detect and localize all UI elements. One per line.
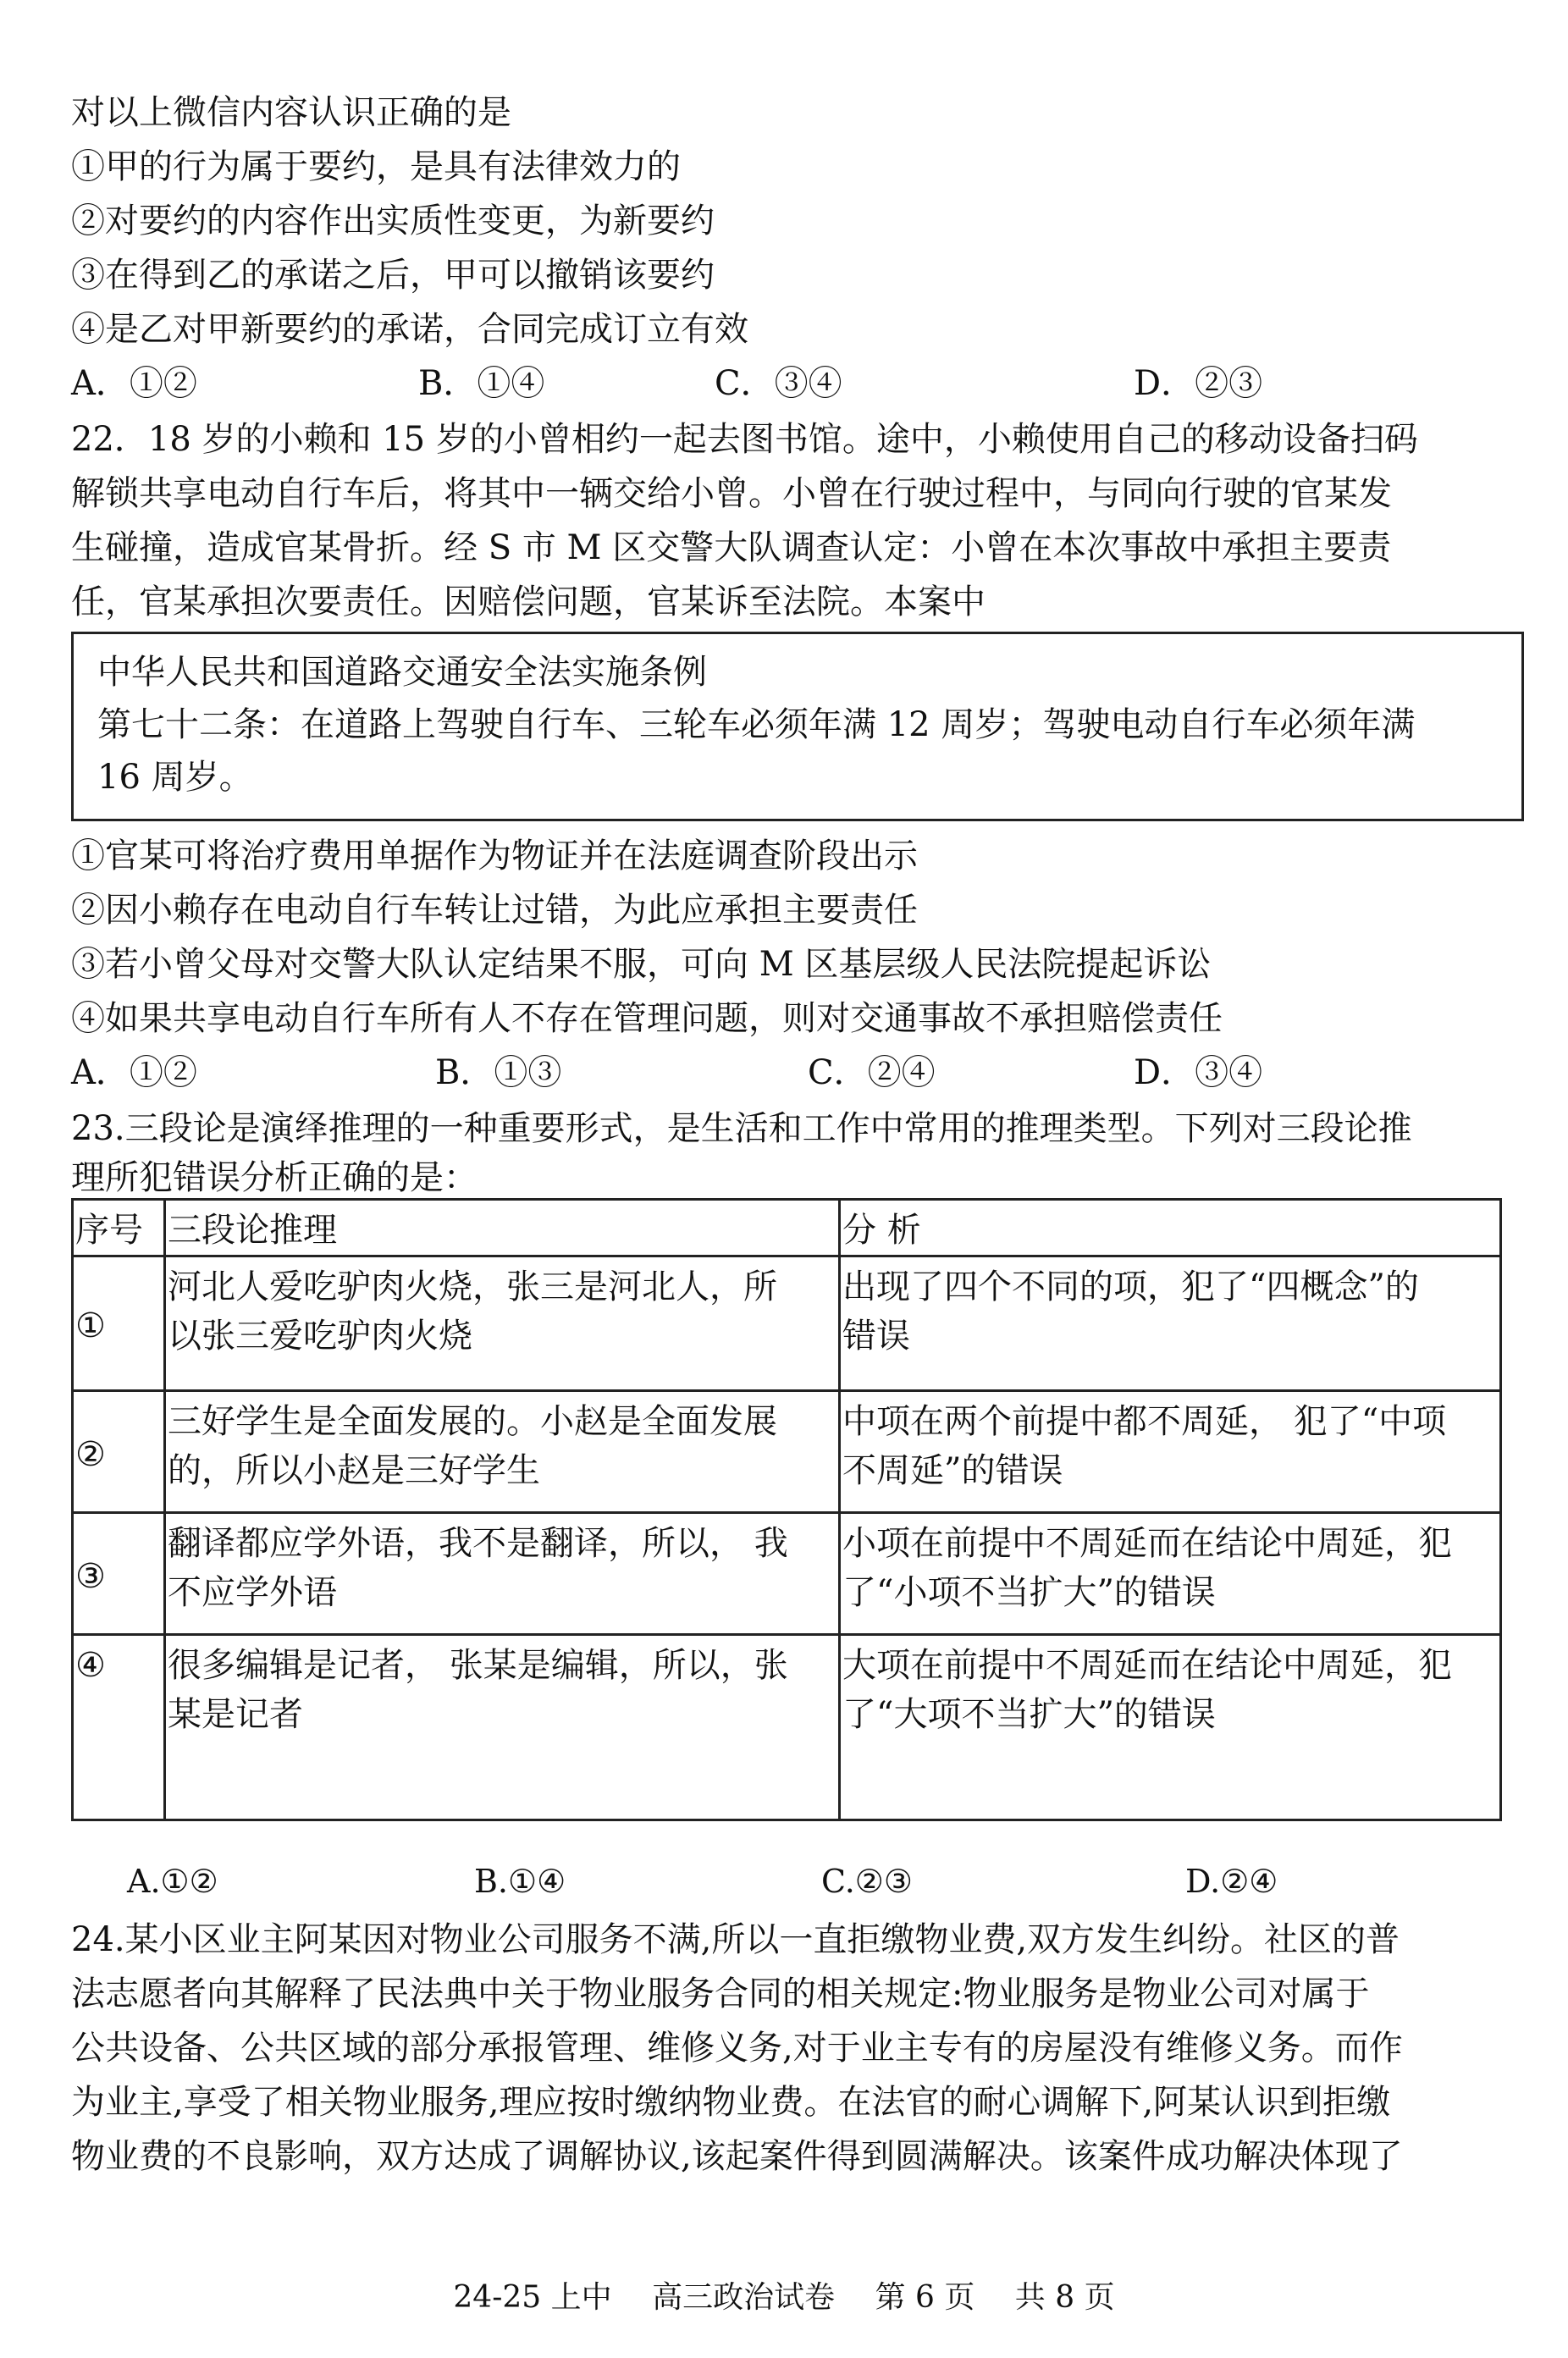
q24-stem-line: 公共设备、公共区域的部分承报管理、维修义务,对于业主专有的房屋没有维修义务。而作 (71, 2029, 1403, 2068)
reasoning-line: 某是记者 (168, 1695, 303, 1734)
reasoning-line: 翻译都应学外语，我不是翻译，所以， 我 (168, 1524, 788, 1563)
q21-option-d: D．②③ (1134, 364, 1263, 403)
analysis-line: 小项在前提中不周延而在结论中周延，犯 (842, 1524, 1452, 1563)
analysis-line: 大项在前提中不周延而在结论中周延，犯 (842, 1646, 1452, 1685)
q21-item: ②对要约的内容作出实质性变更，为新要约 (71, 202, 715, 240)
syllogism-table (71, 1198, 1502, 1821)
q22-stem-line: 生碰撞，造成官某骨折。经 S 市 M 区交警大队调查认定：小曾在本次事故中承担主要责 (71, 528, 1392, 567)
header-reasoning: 三段论推理 (165, 1200, 840, 1256)
q22-item: ③若小曾父母对交警大队认定结果不服，可向 M 区基层级人民法院提起诉讼 (71, 945, 1212, 984)
q23-stem-line: 23.三段论是演绎推理的一种重要形式，是生活和工作中常用的推理类型。下列对三段论推 (71, 1109, 1412, 1148)
q21-option-a: A．①② (71, 364, 197, 403)
row-reasoning (165, 1635, 840, 1820)
table-row (73, 1635, 1501, 1820)
footer-exam: 24-25 上中 (453, 2280, 612, 2315)
q22-stem-line: 任，官某承担次要责任。因赔偿问题，官某诉至法院。本案中 (71, 583, 986, 621)
reasoning-line: 以张三爱吃驴肉火烧 (168, 1317, 472, 1356)
row-analysis (840, 1391, 1501, 1513)
analysis-line: 了“大项不当扩大”的错误 (842, 1695, 1216, 1734)
q22-option-d: D．③④ (1134, 1053, 1263, 1092)
analysis-line: 出现了四个不同的项，犯了“四概念”的 (842, 1267, 1419, 1306)
q21-item: ④是乙对甲新要约的承诺，合同完成订立有效 (71, 310, 748, 349)
analysis-line: 错误 (842, 1317, 910, 1356)
q23-option-a: A.①② (127, 1863, 218, 1900)
q22-option-c: C．②④ (808, 1053, 936, 1092)
row-reasoning (165, 1391, 840, 1513)
footer-subject: 高三政治试卷 (652, 2280, 836, 2315)
q23-option-d: D.②④ (1185, 1863, 1278, 1900)
q22-option-a: A．①② (71, 1053, 197, 1092)
q21-stem: 对以上微信内容认识正确的是 (71, 93, 511, 132)
q21-item: ①甲的行为属于要约，是具有法律效力的 (71, 147, 681, 186)
q21-option-c: C．③④ (715, 364, 842, 403)
reasoning-line: 的，所以小赵是三好学生 (168, 1451, 540, 1490)
q21-item: ③在得到乙的承诺之后，甲可以撤销该要约 (71, 256, 715, 295)
q22-option-b: B．①③ (435, 1053, 562, 1092)
page-footer (0, 2278, 1568, 2318)
table-row (73, 1391, 1501, 1513)
header-analysis: 分 析 (840, 1200, 1501, 1256)
q24-stem-line: 法志愿者向其解释了民法典中关于物业服务合同的相关规定:物业服务是物业公司对属于 (71, 1974, 1370, 2013)
reasoning-line: 三好学生是全面发展的。小赵是全面发展 (168, 1402, 777, 1441)
analysis-line: 了“小项不当扩大”的错误 (842, 1573, 1216, 1612)
row-no: ④ (73, 1635, 165, 1820)
table-row (73, 1513, 1501, 1635)
row-no: ② (73, 1391, 165, 1513)
row-analysis (840, 1256, 1501, 1391)
q21-option-b: B．①④ (418, 364, 545, 403)
reasoning-line: 很多编辑是记者， 张某是编辑，所以，张 (168, 1646, 788, 1685)
row-reasoning (165, 1256, 840, 1391)
footer-total: 共 8 页 (1014, 2280, 1115, 2315)
row-no: ③ (73, 1513, 165, 1635)
q23-stem-line: 理所犯错误分析正确的是： (71, 1158, 478, 1197)
q23-option-b: B.①④ (474, 1863, 566, 1900)
q22-item: ①官某可将治疗费用单据作为物证并在法庭调查阶段出示 (71, 837, 918, 875)
analysis-line: 中项在两个前提中都不周延， 犯了“中项 (842, 1402, 1447, 1441)
reasoning-line: 河北人爱吃驴肉火烧，张三是河北人，所 (168, 1267, 777, 1306)
q22-stem-line: 解锁共享电动自行车后，将其中一辆交给小曾。小曾在行驶过程中，与同向行驶的官某发 (71, 474, 1392, 513)
law-article-cont: 16 周岁。 (97, 758, 253, 797)
row-reasoning (165, 1513, 840, 1635)
header-no: 序号 (73, 1200, 165, 1256)
row-analysis (840, 1513, 1501, 1635)
q24-stem-line: 为业主,享受了相关物业服务,理应按时缴纳物业费。在法官的耐心调解下,阿某认识到拒缴 (71, 2083, 1391, 2122)
q22-stem-line: 22．18 岁的小赖和 15 岁的小曾相约一起去图书馆。途中，小赖使用自己的移动设备扫码 (71, 420, 1418, 459)
row-no: ① (73, 1256, 165, 1391)
q24-stem-line: 24.某小区业主阿某因对物业公司服务不满,所以一直拒缴物业费,双方发生纠纷。社区的普 (71, 1920, 1400, 1959)
law-excerpt-box (71, 632, 1524, 821)
q24-stem-line: 物业费的不良影响，双方达成了调解协议,该起案件得到圆满解决。该案件成功解决体现了 (71, 2137, 1403, 2176)
law-title: 中华人民共和国道路交通安全法实施条例 (97, 653, 707, 692)
table-header-row (73, 1200, 1501, 1256)
analysis-line: 不周延”的错误 (842, 1451, 1063, 1490)
q22-item: ④如果共享电动自行车所有人不存在管理问题，则对交通事故不承担赔偿责任 (71, 999, 1223, 1038)
law-article: 第七十二条：在道路上驾驶自行车、三轮车必须年满 12 周岁；驾驶电动自行车必须年满 (97, 705, 1416, 744)
q23-option-c: C.②③ (821, 1863, 913, 1900)
footer-page: 第 6 页 (875, 2280, 975, 2315)
row-analysis (840, 1635, 1501, 1820)
q22-item: ②因小赖存在电动自行车转让过错，为此应承担主要责任 (71, 891, 918, 930)
table-row (73, 1256, 1501, 1391)
reasoning-line: 不应学外语 (168, 1573, 337, 1612)
